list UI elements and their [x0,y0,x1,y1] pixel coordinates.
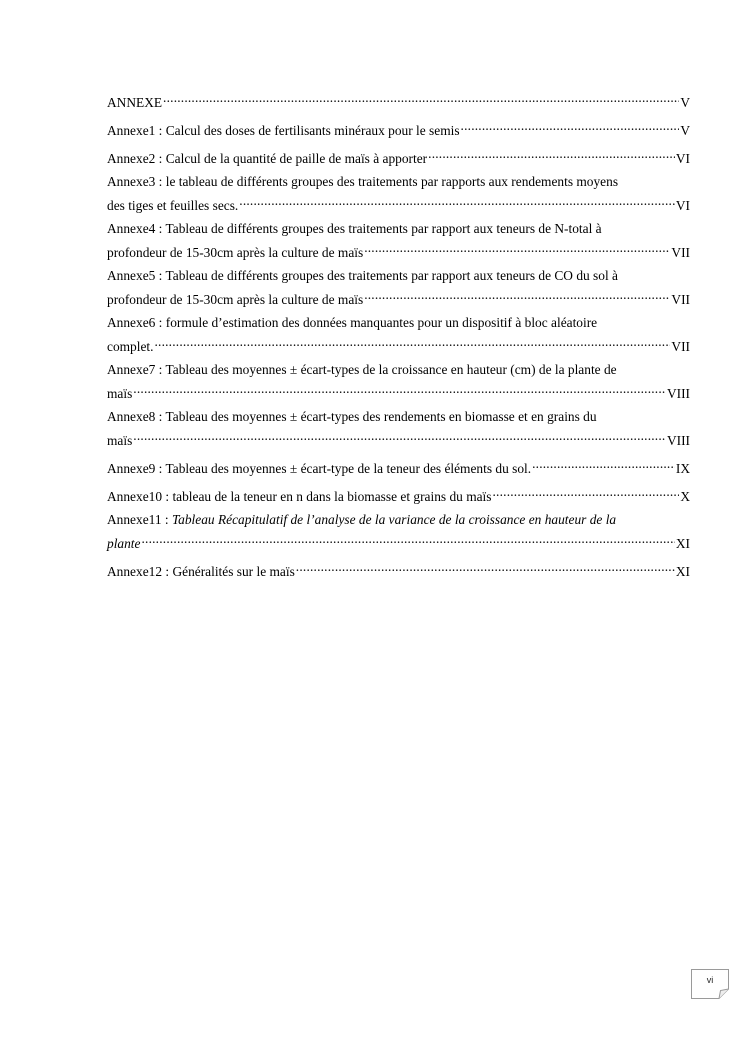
toc-entry-annexe8[interactable] [107,407,690,450]
toc-leader-dots [163,88,679,107]
toc-entry-annexe6[interactable] [107,313,690,356]
toc-entry-annexe5[interactable] [107,266,690,309]
toc-entry-text: maïs [107,433,133,448]
toc-entry-annexe9[interactable] [107,454,690,478]
toc-leader-dots [364,285,670,304]
toc-entry-text: maïs [107,386,133,401]
toc-entry-annexe12[interactable] [107,557,690,581]
toc-entry-text: Annexe12 : Généralités sur le maïs [107,564,295,579]
toc-entry-text: plante [107,536,141,551]
toc-entry-first-line: Annexe5 : Tableau de différents groupes des traitements par rapport aux teneurs de CO du sol à [107,268,618,283]
toc-entry-annexe3[interactable] [107,172,690,215]
toc-entry-page: VI [675,198,690,213]
toc-leader-dots [428,144,675,163]
toc-entry-annexe10[interactable] [107,482,690,506]
toc-entry-text: complet. [107,339,154,354]
toc-entry-first-line: Annexe7 : Tableau des moyennes ± écart-types de la croissance en hauteur (cm) de la plante de [107,362,617,377]
toc-entry-page: VII [671,339,690,354]
toc-entry-page: VII [671,292,690,307]
toc-entry-page: IX [675,461,690,476]
toc-entry-prefix: Annexe11 : [107,512,172,527]
toc-entry-text: Annexe1 : Calcul des doses de fertilisants minéraux pour le semis [107,123,460,138]
toc-entry-page: XI [675,564,690,579]
toc-entry-annexe1[interactable] [107,116,690,140]
toc-entry-first-line: Annexe8 : Tableau des moyennes ± écart-types des rendements en biomasse et en grains du [107,409,597,424]
toc-entry-text: profondeur de 15-30cm après la culture de maïs [107,292,364,307]
toc-leader-dots [239,191,675,210]
toc-entry-text: profondeur de 15-30cm après la culture de maïs [107,245,364,260]
toc-entry-text: Annexe9 : Tableau des moyennes ± écart-type de la teneur des éléments du sol. [107,461,532,476]
toc-entry-text: Annexe10 : tableau de la teneur en n dans la biomasse et grains du maïs [107,489,492,504]
toc-leader-dots [364,238,670,257]
toc-entry-first-line: Annexe6 : formule d’estimation des données manquantes pour un dispositif à bloc aléatoire [107,315,598,330]
toc-leader-dots [133,379,666,398]
toc-entry-annexe2[interactable] [107,144,690,168]
toc-entry-first-line: Annexe3 : le tableau de différents groupes des traitements par rapports aux rendements moyens [107,174,619,189]
toc-entry-annexe4[interactable] [107,219,690,262]
toc-leader-dots [154,332,670,351]
toc-entry-annexe7[interactable] [107,360,690,403]
toc-leader-dots [493,482,680,501]
toc-entry-page: VIII [666,386,690,401]
table-of-contents [107,88,690,585]
toc-entry-page: XI [675,536,690,551]
toc-entry-text: des tiges et feuilles secs. [107,198,239,213]
toc-leader-dots [296,557,675,576]
toc-entry-page: VII [671,245,690,260]
toc-entry-page: X [680,489,690,504]
page-number: vi [706,975,714,985]
toc-entry-page: V [680,95,690,110]
toc-leader-dots [532,454,675,473]
toc-entry-text: Annexe2 : Calcul de la quantité de paille de maïs à apporter [107,151,428,166]
toc-entry-first-line [107,510,690,529]
toc-entry-annexe11[interactable] [107,510,690,553]
toc-leader-dots [141,529,674,548]
toc-entry-text: ANNEXE [107,95,163,110]
toc-entry-first-line: Annexe4 : Tableau de différents groupes des traitements par rapport aux teneurs de N-total à [107,221,602,236]
toc-entry-page: VI [675,151,690,166]
toc-leader-dots [133,426,666,445]
toc-entry-annexe[interactable] [107,88,690,112]
toc-entry-italic-title: Tableau Récapitulatif de l’analyse de la variance de la croissance en hauteur de la [171,512,617,527]
toc-entry-page: VIII [666,433,690,448]
toc-leader-dots [461,116,680,135]
toc-entry-page: V [680,123,690,138]
